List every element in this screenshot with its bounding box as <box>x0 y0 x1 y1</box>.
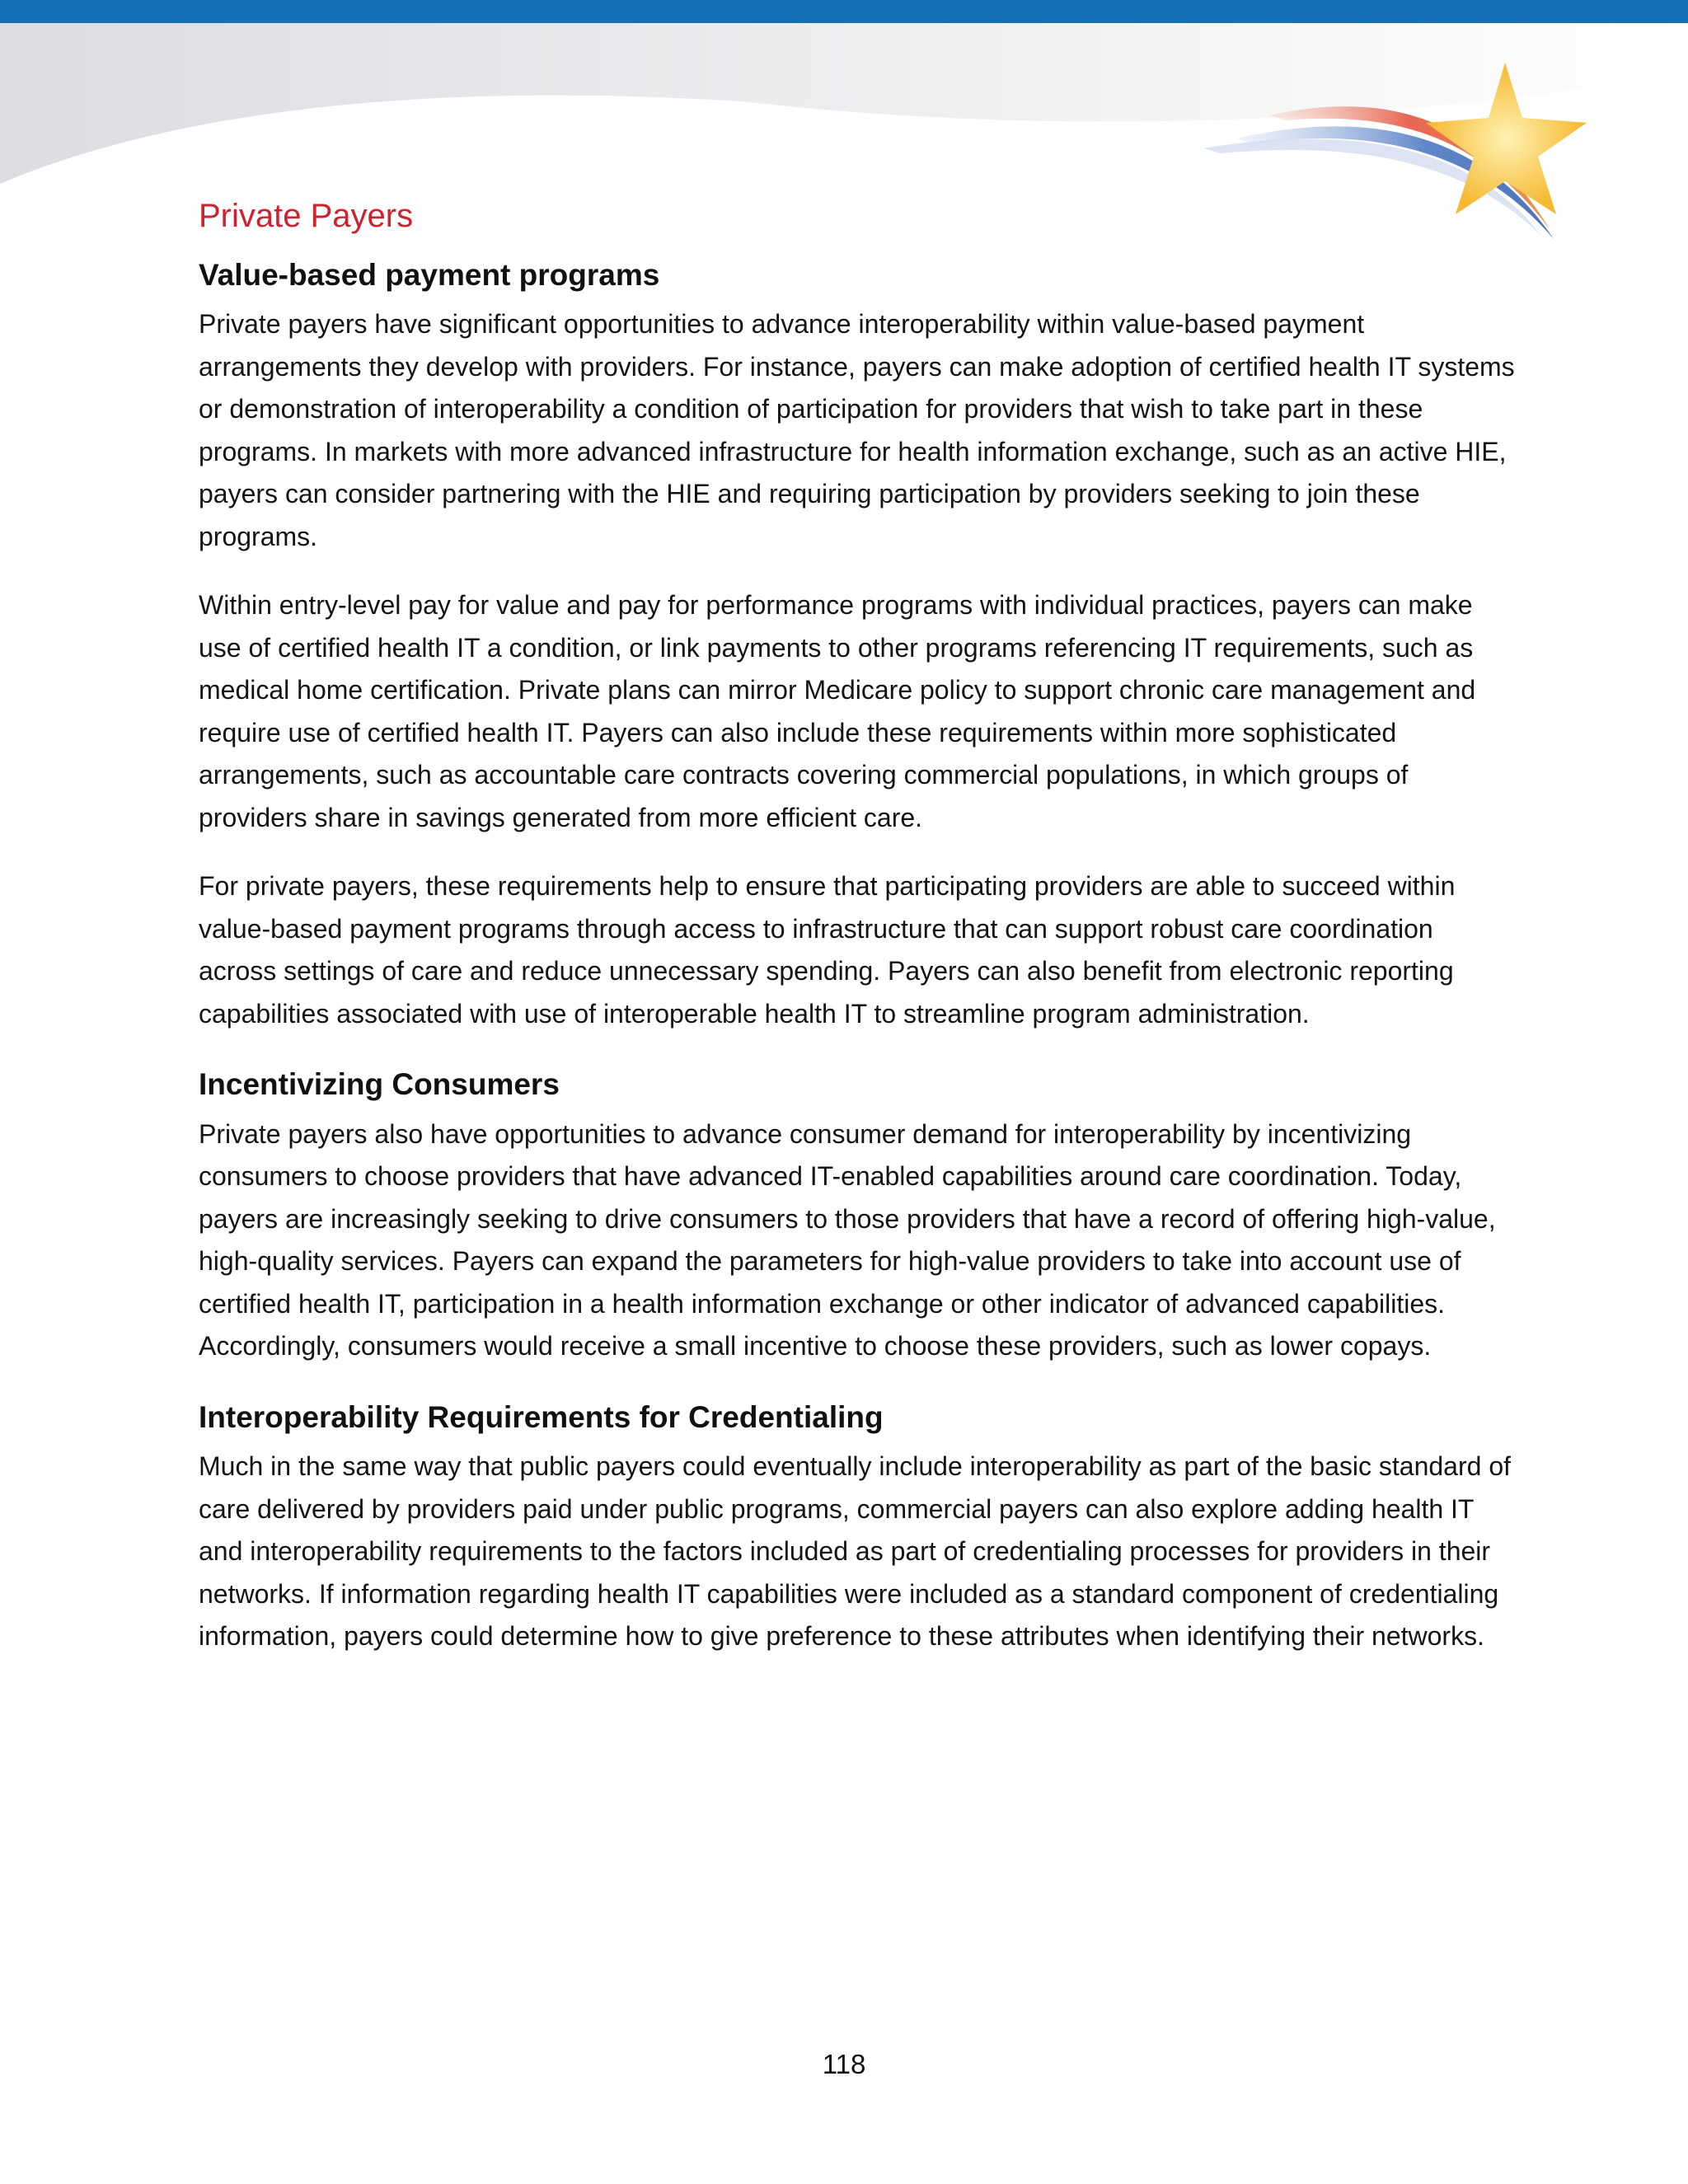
subheading-incentivizing-consumers: Incentivizing Consumers <box>199 1067 560 1102</box>
document-body <box>199 196 1517 1685</box>
paragraph: Private payers also have opportunities to advance consumer demand for interoperability by incentivizing consumers to choose providers that have advanced IT-enabled capabilities around care coordination. Today, payers are increasingly seeking to drive consumers to those providers that have a record of offering high-value, high-quality services. Payers can expand the parameters for high-value providers to take into account use of certified health IT, participation in a health information exchange or other indicator of advanced capabilities. Accordingly, consumers would receive a small incentive to choose these providers, such as lower copays. <box>199 1118 1496 1361</box>
section-title: Private Payers <box>199 198 414 234</box>
subheading-value-based-payment: Value-based payment programs <box>199 258 660 292</box>
paragraph: Much in the same way that public payers could eventually include interoperability as part of the basic standard of care delivered by providers paid under public programs, commercial payers can also explore adding health IT and interoperability requirements to the factors included as part of credentialing processes for providers in their networks. If information regarding health IT capabilities were included as a standard component of credentialing information, payers could determine how to give preference to these attributes when identifying their networks. <box>199 1451 1511 1652</box>
paragraph: Within entry-level pay for value and pay for performance programs with individual practices, payers can make use of certified health IT a condition, or link payments to other programs referencing IT requirements, such as medical home certification. Private plans can mirror Medicare policy to support chronic care management and require use of certified health IT. Payers can also include these requirements within more sophisticated arrangements, such as accountable care contracts covering commercial populations, in which groups of providers share in savings generated from more efficient care. <box>199 590 1476 832</box>
top-header-bar <box>0 0 1688 23</box>
paragraph: For private payers, these requirements help to ensure that participating providers are able to succeed within value-based payment programs through access to infrastructure that can support robust care coordination across settings of care and reduce unnecessary spending. Payers can also benefit from electronic reporting capabilities associated with use of interoperable health IT to streamline program administration. <box>199 871 1456 1029</box>
paragraph: Private payers have significant opportunities to advance interoperability within value-based payment arrangements they develop with providers. For instance, payers can make adoption of certified health IT systems or demonstration of interoperability a condition of participation for providers that wish to take part in these programs. In markets with more advanced infrastructure for health information exchange, such as an active HIE, payers can consider partnering with the HIE and requiring participation by providers seeking to join these programs. <box>199 309 1515 551</box>
subheading-credentialing: Interoperability Requirements for Credentialing <box>199 1399 884 1434</box>
page-number: 118 <box>822 2049 866 2079</box>
